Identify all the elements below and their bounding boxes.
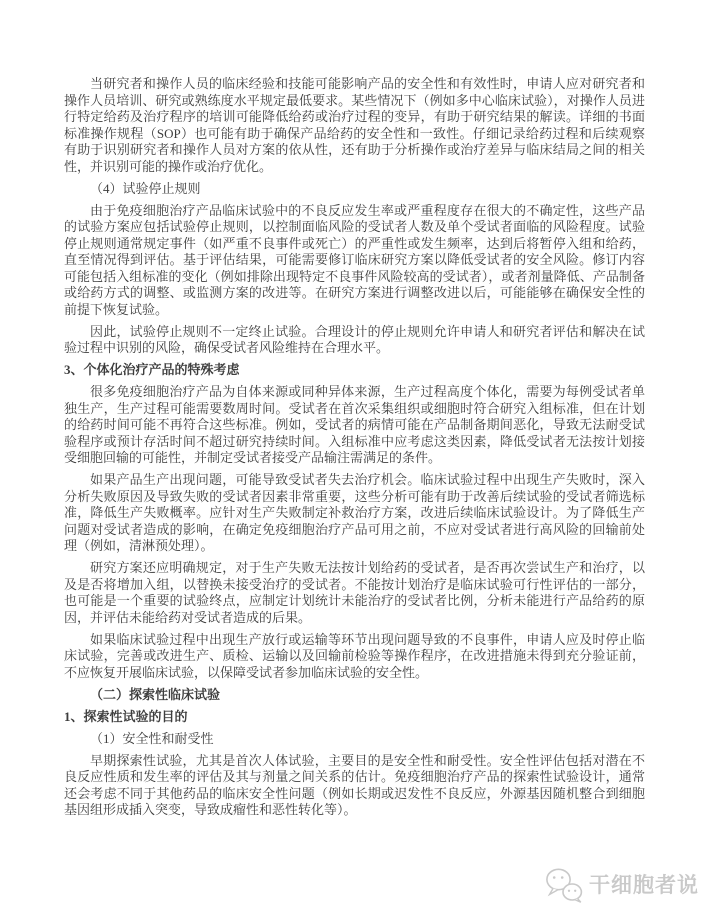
paragraph-protocol-retry-replacement: 研究方案还应明确规定，对于生产失败无法按计划给药的受试者，是否再次尝试生产和治疗，以及是否将增加入组，以替换未接受治疗的受试者。不能按计划治疗是临床试验可行性评估的一部分，也可能是一个重要的试验终点，应制定计划统计未能治疗的受试者比例，分析未能进行产品给药的原因，并评估未能给药对受试者造成的后果。 [64, 560, 645, 625]
paragraph-stopping-rules-conclusion: 因此，试验停止规则不一定终止试验。合理设计的停止规则允许申请人和研究者评估和解决在试验过程中识别的风险，确保受试者风险维持在合理水平。 [64, 323, 645, 355]
paragraph-early-exploratory-trials: 早期探索性试验，尤其是首次人体试验，主要目的是安全性和耐受性。安全性评估包括对潜在不良反应性质和发生率的评估及其与剂量之间关系的估计。免疫细胞治疗产品的探索性试验设计，通常还会考虑不同于其他药品的临床安全性问题（例如长期或迟发性不良反应，外源基因随机整合到细胞基因组形成插入突变，导致成瘤性和恶性转化等）。 [64, 752, 645, 817]
paragraph-investigator-training: 当研究者和操作人员的临床经验和技能可能影响产品的安全性和有效性时，申请人应对研究者和操作人员培训、研究或熟练度水平规定最低要求。某些情况下（例如多中心临床试验），对操作人员进行特定给药及治疗程序的培训可能降低给药或治疗过程的变异，有助于研究结果的解读。详细的书面标准操作规程（SOP）也可能有助于确保产品给药的安全性和一致性。仔细记录给药过程和后续观察有助于识别研究者和操作人员对方案的依从性，还有助于分析操作或治疗差异与临床结局之间的相关性，并识别可能的操作或治疗优化。 [64, 76, 645, 174]
subheading-safety-tolerability: （1）安全性和耐受性 [90, 730, 214, 746]
wechat-icon [545, 867, 583, 904]
heading-individualized-therapy-products: 3、个体化治疗产品的特殊考虑 [64, 362, 240, 377]
watermark-label: 干细胞者说 [589, 873, 699, 897]
paragraph-stopping-rules-detail: 由于免疫细胞治疗产品临床试验中的不良反应发生率或严重程度存在很大的不确定性，这些产品的试验方案应包括试验停止规则，以控制面临风险的受试者人数及单个受试者面临的风险程度。试验停止规则通常规定事件（如严重不良事件或死亡）的严重性或发生频率，达到后将暂停入组和给药，直至情况得到评估。基于评估结果，可能需要修订临床研究方案以降低受试者的安全风险。修订内容可能包括入组标准的变化（例如排除出现特定不良事件风险较高的受试者），或者剂量降低、产品制备或给药方式的调整、或监测方案的改进等。在研究方案进行调整改进以后，可能能够在确保安全性的前提下恢复试验。 [64, 202, 645, 317]
watermark [545, 867, 699, 904]
paragraph-individualized-production: 很多免疫细胞治疗产品为自体来源或同种异体来源，生产过程高度个体化，需要为每例受试者单独生产，生产过程可能需要数周时间。受试者在首次采集组织或细胞时符合研究入组标准，但在计划的给药时间可能不再符合这些标准。例如，受试者的病情可能在产品制备期间恶化，导致无法耐受试验程序或预计存活时间不超过研究持续时间。入组标准中应考虑这类因素，降低受试者无法按计划接受细胞回输的可能性，并制定受试者接受产品输注需满足的条件。 [64, 384, 645, 465]
document-body [64, 76, 645, 824]
subheading-trial-stopping-rules: （4）试验停止规则 [90, 180, 201, 196]
heading-exploratory-trial-purpose: 1、探索性试验的目的 [64, 708, 188, 724]
heading-exploratory-clinical-trials: （二）探索性临床试验 [90, 686, 221, 702]
paragraph-release-transport-adverse-events: 如果临床试验过程中出现生产放行或运输等环节出现问题导致的不良事件，申请人应及时停止临床试验，完善或改进生产、质检、运输以及回输前检验等操作程序，在改进措施未得到充分验证前，不应恢复开展临床试验，以保障受试者参加临床试验的安全性。 [64, 631, 645, 680]
paragraph-production-failure-analysis: 如果产品生产出现问题，可能导致受试者失去治疗机会。临床试验过程中出现生产失败时，深入分析失败原因及导致失败的受试者因素非常重要，这些分析可能有助于改善后续试验的受试者筛选标准，降低生产失败概率。应针对生产失败制定补救治疗方案，改进后续临床试验设计。为了降低生产问题对受试者造成的影响，在确定免疫细胞治疗产品可用之前，不应对受试者进行高风险的回输前处理（例如，清淋预处理）。 [64, 472, 645, 553]
